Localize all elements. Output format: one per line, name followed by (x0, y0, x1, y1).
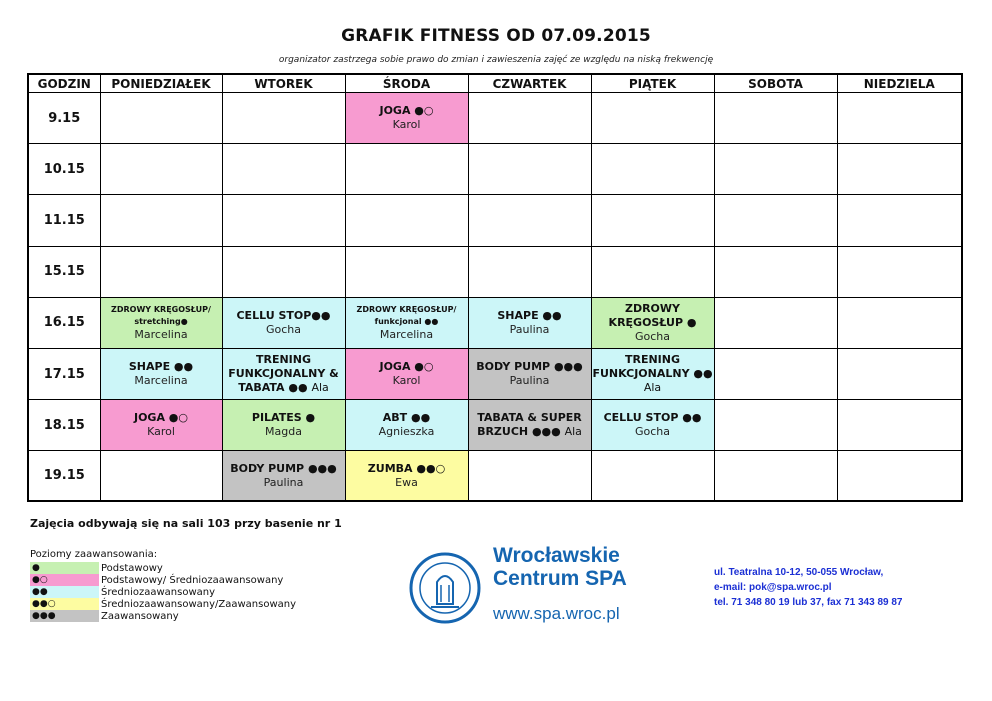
page-title: GRAFIK FITNESS OD 07.09.2015 (341, 26, 651, 46)
empty-slot-tuesday (222, 195, 345, 246)
class-slot-wednesday (345, 348, 468, 399)
class-instructor: Ala (643, 381, 662, 395)
legend-list (30, 562, 296, 622)
class-name (469, 309, 591, 323)
class-instructor: Marcelina (379, 327, 434, 341)
legend-swatch: ● (30, 562, 99, 574)
empty-slot-monday (100, 93, 222, 144)
empty-slot-sunday (837, 297, 962, 348)
class-instructor: Marcelina (134, 374, 188, 388)
empty-slot-sunday (837, 246, 962, 297)
empty-slot-saturday (714, 246, 837, 297)
empty-slot-tuesday (222, 93, 345, 144)
legend-item (30, 598, 296, 610)
class-name (346, 462, 468, 476)
class-slot-tuesday (222, 400, 345, 451)
class-name (592, 411, 714, 425)
empty-slot-saturday (714, 297, 837, 348)
class-name (223, 462, 345, 476)
schedule-row (28, 144, 962, 195)
empty-slot-saturday (714, 144, 837, 195)
class-name-text: BODY PUMP ●●● (230, 461, 337, 475)
header-monday: PONIEDZIAŁEK (100, 74, 222, 93)
time-slot: 16.15 (28, 297, 100, 348)
class-name-text: CELLU STOP●● (236, 308, 331, 322)
class-name (592, 353, 714, 395)
time-slot: 18.15 (28, 400, 100, 451)
class-instructor: Ewa (395, 475, 418, 489)
class-instructor: Ala (564, 425, 582, 439)
time-slot: 11.15 (28, 195, 100, 246)
class-slot-wednesday (345, 451, 468, 501)
empty-slot-friday (591, 246, 714, 297)
schedule-row (28, 246, 962, 297)
empty-slot-thursday (468, 144, 591, 195)
class-name-text: SHAPE ●● (128, 360, 194, 374)
class-name-text: PILATES ● (251, 411, 316, 425)
time-slot: 19.15 (28, 451, 100, 501)
class-name (223, 309, 345, 323)
header-sunday: NIEDZIELA (837, 74, 962, 93)
class-name-text: ZDROWY KRĘGOSŁUP ● (608, 301, 697, 329)
class-name-text: ZUMBA ●●○ (367, 461, 446, 475)
empty-slot-wednesday (345, 246, 468, 297)
schedule-row (28, 297, 962, 348)
schedule-row (28, 195, 962, 246)
empty-slot-thursday (468, 93, 591, 144)
empty-slot-saturday (714, 195, 837, 246)
class-name-text: ZDROWY KRĘGOSŁUP/ stretching● (111, 304, 211, 326)
spa-seal-icon (409, 552, 481, 624)
class-slot-friday (591, 297, 714, 348)
empty-slot-tuesday (222, 144, 345, 195)
legend-label: Zaawansowany (101, 610, 179, 622)
class-name-text: ZDROWY KRĘGOSŁUP/ funkcjonal ●● (356, 304, 457, 326)
empty-slot-friday (591, 144, 714, 195)
class-instructor: Agnieszka (378, 425, 435, 439)
empty-slot-sunday (837, 144, 962, 195)
class-instructor: Gocha (265, 322, 301, 336)
class-name (346, 360, 468, 374)
time-slot: 15.15 (28, 246, 100, 297)
class-instructor: Marcelina (134, 327, 188, 341)
header-wednesday: ŚRODA (345, 74, 468, 93)
legend-swatch: ●●○ (30, 598, 99, 610)
empty-slot-saturday (714, 93, 837, 144)
class-instructor: Paulina (263, 475, 304, 489)
class-name-text: TRENING FUNKCJONALNY ●● (592, 353, 713, 381)
legend-item (30, 562, 296, 574)
schedule-row (28, 400, 962, 451)
time-slot: 17.15 (28, 348, 100, 399)
brand-line-1: Wrocławskie (493, 544, 620, 567)
class-name-text: JOGA ●○ (133, 411, 188, 425)
page-subtitle: organizator zastrzega sobie prawo do zmian i zawieszenia zajęć ze względu na niską frekwencję (278, 55, 714, 65)
empty-slot-saturday (714, 451, 837, 501)
legend-swatch: ●○ (30, 574, 99, 586)
schedule-body (28, 93, 962, 502)
empty-slot-thursday (468, 246, 591, 297)
brand-logo (409, 544, 669, 636)
class-name-text: TABATA & SUPER BRZUCH ●●● (477, 411, 582, 439)
empty-slot-monday (100, 195, 222, 246)
level-legend (30, 549, 296, 622)
empty-slot-wednesday (345, 144, 468, 195)
class-slot-friday (591, 400, 714, 451)
empty-slot-monday (100, 451, 222, 501)
class-instructor: Ala (311, 381, 329, 395)
empty-slot-thursday (468, 195, 591, 246)
class-slot-tuesday (222, 297, 345, 348)
class-slot-monday (100, 348, 222, 399)
class-name (469, 360, 591, 374)
header-tuesday: WTOREK (222, 74, 345, 93)
empty-slot-friday (591, 93, 714, 144)
class-slot-tuesday (222, 451, 345, 501)
contact-phone: tel. 71 348 80 19 lub 37, fax 71 343 89 87 (714, 597, 903, 608)
empty-slot-saturday (714, 400, 837, 451)
class-slot-wednesday (345, 93, 468, 144)
empty-slot-sunday (837, 93, 962, 144)
class-instructor: Paulina (509, 374, 550, 388)
class-name-text: BODY PUMP ●●● (476, 360, 583, 374)
brand-name (493, 544, 627, 590)
legend-label: Średniozaawansowany (101, 586, 216, 598)
class-instructor: Karol (392, 118, 421, 132)
legend-label: Podstawowy/ Średniozaawansowany (101, 574, 284, 586)
class-slot-wednesday (345, 400, 468, 451)
empty-slot-monday (100, 144, 222, 195)
header-saturday: SOBOTA (714, 74, 837, 93)
empty-slot-sunday (837, 400, 962, 451)
class-name (592, 302, 714, 330)
room-note: Zajęcia odbywają się na sali 103 przy basenie nr 1 (30, 517, 342, 530)
class-name (101, 411, 222, 425)
schedule-row (28, 93, 962, 144)
class-name-text: TRENING FUNKCJONALNY & TABATA ●● (228, 353, 339, 395)
class-slot-monday (100, 400, 222, 451)
class-name (346, 104, 468, 118)
empty-slot-saturday (714, 348, 837, 399)
brand-line-2: Centrum SPA (493, 567, 627, 590)
header-thursday: CZWARTEK (468, 74, 591, 93)
contact-address: ul. Teatralna 10-12, 50-055 Wrocław, (714, 567, 884, 578)
class-slot-friday (591, 348, 714, 399)
empty-slot-monday (100, 246, 222, 297)
legend-label: Podstawowy (101, 562, 163, 574)
empty-slot-tuesday (222, 246, 345, 297)
class-name-text: ABT ●● (382, 411, 431, 425)
class-instructor: Gocha (634, 329, 670, 343)
header-row (28, 74, 962, 93)
class-instructor: Paulina (509, 322, 550, 336)
legend-item (30, 586, 296, 598)
class-slot-tuesday (222, 348, 345, 399)
class-name (346, 304, 468, 328)
class-slot-monday (100, 297, 222, 348)
class-instructor: Karol (392, 374, 421, 388)
legend-label: Średniozaawansowany/Zaawansowany (101, 598, 297, 610)
empty-slot-friday (591, 451, 714, 501)
class-instructor: Karol (147, 425, 175, 439)
legend-title: Poziomy zaawansowania: (30, 549, 158, 560)
legend-item (30, 610, 296, 622)
header-time: GODZIN (28, 74, 100, 93)
schedule-table (27, 73, 963, 502)
contact-info (714, 565, 902, 610)
class-name-text: SHAPE ●● (497, 308, 562, 322)
legend-swatch: ●● (30, 586, 99, 598)
brand-url[interactable]: www.spa.wroc.pl (493, 604, 620, 623)
class-name-text: CELLU STOP ●● (603, 411, 702, 425)
class-name (469, 411, 591, 439)
class-slot-thursday (468, 348, 591, 399)
class-name (101, 304, 222, 328)
time-slot: 9.15 (28, 93, 100, 144)
empty-slot-sunday (837, 195, 962, 246)
class-name (223, 353, 345, 395)
class-name (101, 360, 222, 374)
class-name-text: JOGA ●○ (379, 104, 434, 118)
class-slot-thursday (468, 400, 591, 451)
class-name-text: JOGA ●○ (379, 360, 434, 374)
schedule-row (28, 451, 962, 501)
class-slot-wednesday (345, 297, 468, 348)
class-name (223, 411, 345, 425)
class-slot-thursday (468, 297, 591, 348)
header-friday: PIĄTEK (591, 74, 714, 93)
legend-item (30, 574, 296, 586)
empty-slot-friday (591, 195, 714, 246)
contact-email[interactable]: e-mail: pok@spa.wroc.pl (714, 582, 832, 593)
class-instructor: Gocha (634, 425, 670, 439)
class-instructor: Magda (265, 425, 302, 439)
empty-slot-sunday (837, 348, 962, 399)
empty-slot-sunday (837, 451, 962, 501)
empty-slot-wednesday (345, 195, 468, 246)
schedule-row (28, 348, 962, 399)
class-name (346, 411, 468, 425)
time-slot: 10.15 (28, 144, 100, 195)
empty-slot-thursday (468, 451, 591, 501)
legend-swatch: ●●● (30, 610, 99, 622)
